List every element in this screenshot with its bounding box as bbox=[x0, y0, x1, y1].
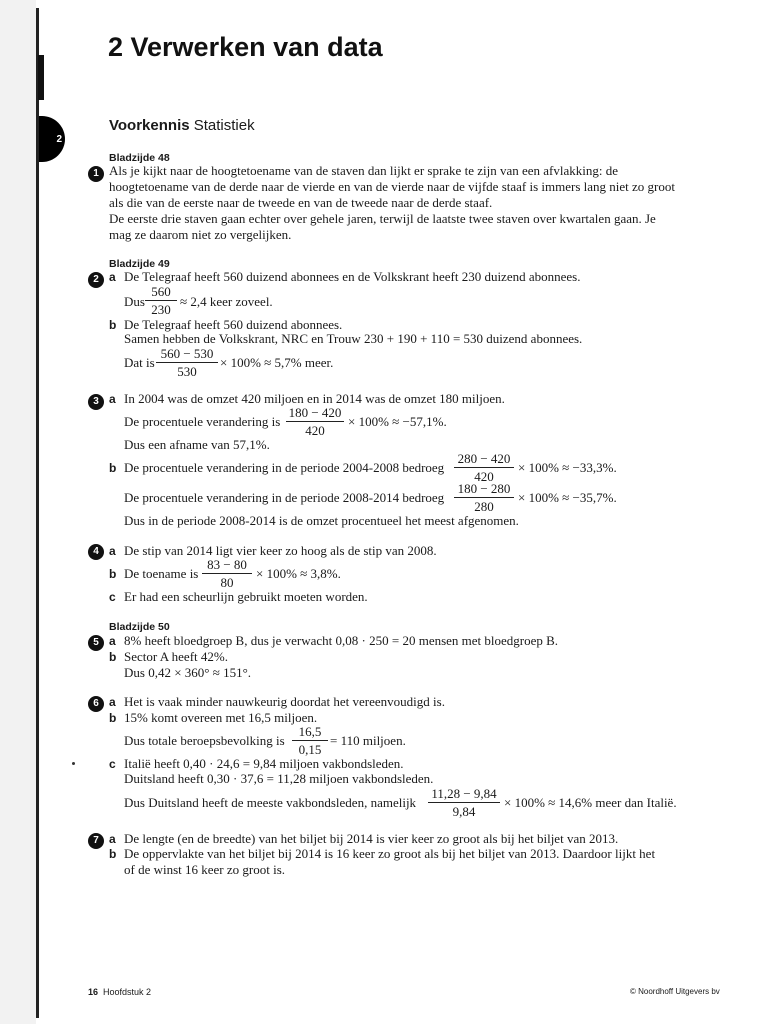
q6c-line1: Italië heeft 0,40 · 24,6 = 9,84 miljoen vakbondsleden. bbox=[124, 756, 404, 771]
q5a-line: 8% heeft bloedgroep B, dus je verwacht 0,08 · 250 = 20 mensen met bloedgroep B. bbox=[124, 633, 559, 648]
q2a-dus: Dus bbox=[124, 294, 145, 309]
question-number-7: 7 bbox=[88, 833, 104, 849]
q5b-line2: Dus 0,42 × 360° ≈ 151°. bbox=[124, 665, 252, 680]
q2a-label: a bbox=[109, 270, 116, 284]
q3a-fraction bbox=[286, 405, 344, 438]
q6c-fraction bbox=[428, 786, 500, 819]
q6b-label: b bbox=[109, 711, 117, 725]
q2b-numerator: 560 − 530 bbox=[156, 346, 218, 363]
q1-line: hoogtetoename van de derde naar de vierde en van de vierde naar de vijfde staaf is immers lang niet zo groot bbox=[109, 179, 675, 194]
q2b-dat: Dat is bbox=[124, 355, 155, 370]
q3b-denominator2: 280 bbox=[474, 499, 494, 514]
page-ref-49: Bladzijde 49 bbox=[109, 258, 170, 270]
q3b-numerator1: 280 − 420 bbox=[454, 451, 514, 468]
q2b-line1: De Telegraaf heeft 560 duizend abonnees. bbox=[124, 317, 343, 332]
q6a-line: Het is vaak minder nauwkeurig doordat het vereenvoudigd is. bbox=[124, 694, 445, 709]
q3a-line3: Dus een afname van 57,1%. bbox=[124, 437, 270, 452]
question-number-4: 4 bbox=[88, 544, 104, 560]
q3a-label: a bbox=[109, 392, 116, 406]
q4b-pre: De toename is bbox=[124, 566, 199, 581]
q7a-label: a bbox=[109, 832, 116, 846]
q3a-denominator: 420 bbox=[305, 423, 325, 438]
q2a-result: ≈ 2,4 keer zoveel. bbox=[180, 294, 273, 309]
q6a-label: a bbox=[109, 695, 116, 709]
q5b-label: b bbox=[109, 650, 117, 664]
q2b-fraction bbox=[156, 346, 218, 379]
q6b-pre: Dus totale beroepsbevolking is bbox=[124, 733, 285, 748]
q6c-pre: Dus Duitsland heeft de meeste vakbondsleden, namelijk bbox=[124, 795, 417, 810]
q3b-result2: × 100% ≈ −35,7%. bbox=[518, 490, 617, 505]
q2a-text: De Telegraaf heeft 560 duizend abonnees en de Volkskrant heeft 230 duizend abonnees. bbox=[124, 269, 581, 284]
q1-line: De eerste drie staven gaan echter over gehele jaren, terwijl de laatste twee staven over kwartalen gaan. Je bbox=[109, 211, 656, 226]
q7a-line: De lengte (en de breedte) van het biljet bij 2014 is vier keer zo groot als bij het biljet van 2013. bbox=[124, 831, 619, 846]
chapter-tab bbox=[39, 116, 65, 162]
q4b-numerator: 83 − 80 bbox=[202, 557, 252, 574]
q3a-line: In 2004 was de omzet 420 miljoen en in 2014 was de omzet 180 miljoen. bbox=[124, 391, 505, 406]
q7b-line2: of de winst 16 keer zo groot is. bbox=[124, 862, 286, 877]
q4b-fraction bbox=[202, 557, 252, 590]
q3b-denominator1: 420 bbox=[474, 469, 494, 484]
scan-speck bbox=[72, 762, 75, 765]
footer-chapter: Hoofdstuk 2 bbox=[103, 987, 152, 997]
q3b-line3: Dus in de periode 2008-2014 is de omzet procentueel het meest afgenomen. bbox=[124, 513, 519, 528]
question-number-2: 2 bbox=[88, 272, 104, 288]
q6c-label: c bbox=[109, 757, 116, 771]
q6c-denominator: 9,84 bbox=[452, 804, 476, 819]
page-margin bbox=[0, 0, 36, 1024]
q3b-numerator2: 180 − 280 bbox=[454, 481, 514, 498]
q3a-pre: De procentuele verandering is bbox=[124, 414, 281, 429]
question-number-6: 6 bbox=[88, 696, 104, 712]
footer-page-info bbox=[88, 987, 151, 997]
q7b-label: b bbox=[109, 847, 117, 861]
q5a-label: a bbox=[109, 634, 116, 648]
q6c-line2: Duitsland heeft 0,30 · 37,6 = 11,28 miljoen vakbondsleden. bbox=[124, 771, 434, 786]
q7b-line1: De oppervlakte van het biljet bij 2014 is 16 keer zo groot als bij het biljet van 2013. Daardoor lijkt het bbox=[124, 846, 656, 861]
q4a-line: De stip van 2014 ligt vier keer zo hoog als de stip van 2008. bbox=[124, 543, 437, 558]
q6c-result: × 100% ≈ 14,6% meer dan Italië. bbox=[504, 795, 677, 810]
chapter-marker bbox=[38, 55, 44, 100]
page-ref-48: Bladzijde 48 bbox=[109, 152, 170, 164]
q3b-fraction2 bbox=[454, 481, 514, 514]
footer-page-number: 16 bbox=[88, 987, 99, 997]
page-ref-50: Bladzijde 50 bbox=[109, 621, 170, 633]
footer-publisher: © Noordhoff Uitgevers bv bbox=[630, 987, 720, 996]
q3a-result: × 100% ≈ −57,1%. bbox=[348, 414, 447, 429]
q4b-label: b bbox=[109, 567, 117, 581]
section-heading bbox=[109, 117, 255, 134]
question-number-1: 1 bbox=[88, 166, 104, 182]
q4c-line: Er had een scheurlijn gebruikt moeten worden. bbox=[124, 589, 368, 604]
q4c-label: c bbox=[109, 590, 116, 604]
q6b-fraction bbox=[292, 724, 328, 757]
q6b-numerator: 16,5 bbox=[292, 724, 328, 741]
q1-line: als die van de eerste naar de tweede en van de tweede naar de derde staaf. bbox=[109, 195, 493, 210]
q2a-fraction bbox=[145, 284, 177, 317]
q2a-denominator: 230 bbox=[151, 302, 171, 317]
question-number-5: 5 bbox=[88, 635, 104, 651]
q3b-pre2: De procentuele verandering in de periode 2008-2014 bedroeg bbox=[124, 490, 445, 505]
q4b-denominator: 80 bbox=[220, 575, 234, 590]
q3a-numerator: 180 − 420 bbox=[286, 405, 344, 422]
q4a-label: a bbox=[109, 544, 116, 558]
q1-line: mag ze daarom niet zo vergelijken. bbox=[109, 227, 292, 242]
question-number-3: 3 bbox=[88, 394, 104, 410]
q2a-numerator: 560 bbox=[145, 284, 177, 301]
q6c-numerator: 11,28 − 9,84 bbox=[428, 786, 500, 803]
q5b-line1: Sector A heeft 42%. bbox=[124, 649, 228, 664]
section-heading-bold: Voorkennis bbox=[109, 117, 190, 134]
q3b-label: b bbox=[109, 461, 117, 475]
q4b-result: × 100% ≈ 3,8%. bbox=[256, 566, 341, 581]
q3b-fraction1 bbox=[454, 451, 514, 484]
page-title: 2 Verwerken van data bbox=[108, 32, 383, 62]
q6b-denominator: 0,15 bbox=[298, 742, 322, 757]
section-heading-rest: Statistiek bbox=[189, 117, 255, 134]
q6b-line1: 15% komt overeen met 16,5 miljoen. bbox=[124, 710, 318, 725]
q1-line: Als je kijkt naar de hoogtetoename van de staven dan lijkt er sprake te zijn van een afvlakking: de bbox=[109, 163, 618, 178]
q3b-result1: × 100% ≈ −33,3%. bbox=[518, 460, 617, 475]
chapter-tab-number: 2 bbox=[56, 133, 62, 145]
q2b-line2: Samen hebben de Volkskrant, NRC en Trouw 230 + 190 + 110 = 530 duizend abonnees. bbox=[124, 331, 583, 346]
q6b-result: = 110 miljoen. bbox=[330, 733, 406, 748]
q2b-denominator: 530 bbox=[177, 364, 197, 379]
q2b-label: b bbox=[109, 318, 117, 332]
q2b-result: × 100% ≈ 5,7% meer. bbox=[220, 355, 334, 370]
q3b-pre1: De procentuele verandering in de periode 2004-2008 bedroeg bbox=[124, 460, 445, 475]
